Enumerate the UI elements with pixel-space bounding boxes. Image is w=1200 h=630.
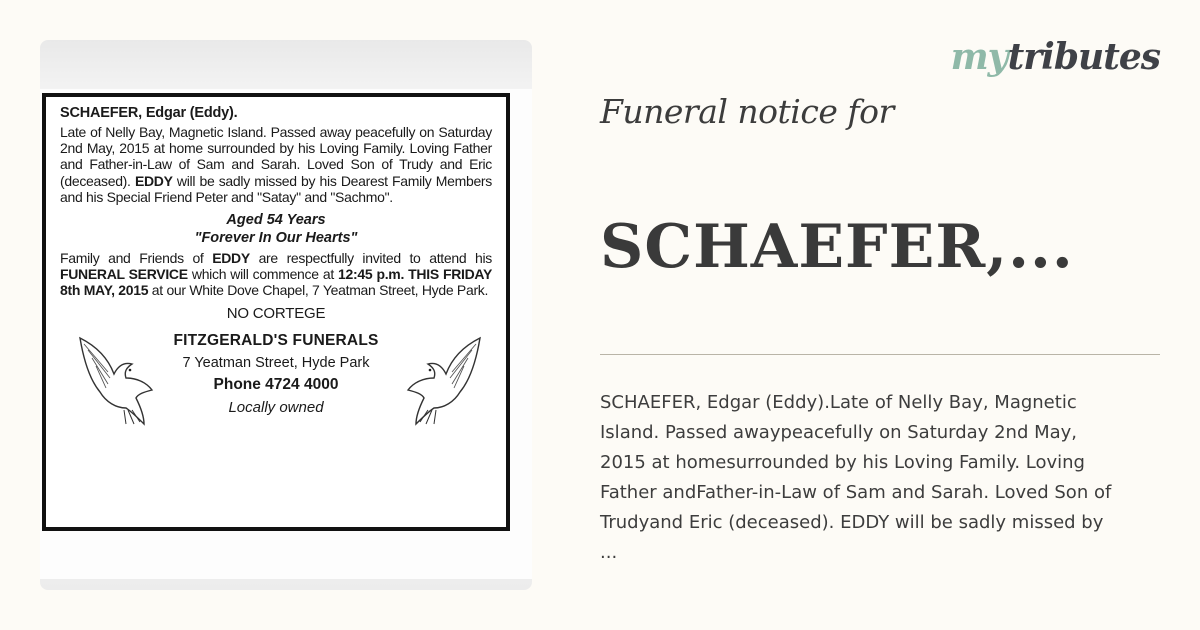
notice-bold-text: 12:45 p.m. THIS FRIDAY 8th MAY, 2015 — [60, 266, 493, 299]
notice-excerpt — [600, 388, 1190, 568]
funeral-notice — [42, 93, 510, 531]
notice-bold-text: FUNERAL SERVICE — [60, 266, 188, 283]
notice-heading: SCHAEFER, Edgar (Eddy). — [60, 105, 238, 121]
notice-text: are respectfully invited to attend his — [249, 250, 492, 267]
excerpt-line: 2015 at homesurrounded by his Loving Family. Loving — [600, 452, 1085, 473]
excerpt-line: Trudyand Eric (deceased). EDDY will be sadly missed by — [600, 512, 1104, 533]
notice-age: Aged 54 Years — [226, 212, 326, 229]
notice-paragraph-1 — [60, 124, 492, 205]
dove-icon — [402, 332, 482, 427]
notice-motto: "Forever In Our Hearts" — [194, 230, 358, 247]
funeral-director-address: 7 Yeatman Street, Hyde Park — [182, 354, 370, 371]
page-subtitle: Funeral notice for — [600, 92, 894, 131]
notice-bold-text: EDDY — [134, 172, 173, 189]
mytributes-logo[interactable] — [951, 36, 1160, 78]
notice-bold-text: EDDY — [212, 250, 250, 267]
logo-part-tributes: tributes — [1007, 36, 1160, 78]
funeral-director-tagline: Locally owned — [228, 398, 324, 416]
notice-text: will be sadly missed by his Dearest Family Members and his Special Friend Peter and "Satay" and "Sachmo". — [60, 172, 492, 205]
excerpt-line: Island. Passed awaypeacefully on Saturday 2nd May, — [600, 422, 1078, 443]
funeral-director-phone: Phone 4724 4000 — [213, 375, 339, 393]
notice-paragraph-2 — [60, 250, 492, 299]
funeral-director-name: FITZGERALD'S FUNERALS — [173, 331, 379, 349]
page-title: SCHAEFER,... — [600, 212, 1074, 282]
excerpt-line: SCHAEFER, Edgar (Eddy).Late of Nelly Bay, Magnetic — [600, 392, 1077, 413]
funeral-director-block — [60, 332, 492, 442]
notice-image-card — [40, 40, 532, 590]
newspaper-clipping — [40, 89, 532, 579]
excerpt-line: ... — [600, 542, 618, 563]
divider — [600, 354, 1160, 355]
excerpt-line: Father andFather-in-Law of Sam and Sarah. Loved Son of — [600, 482, 1112, 503]
logo-part-my: my — [950, 36, 1008, 78]
notice-text: which will commence at — [187, 266, 339, 283]
notice-text: Family and Friends of — [60, 250, 213, 267]
notice-text: Late of Nelly Bay, Magnetic Island. Passed away peacefully on Saturday 2nd May, 2015 at home surrounded by his Loving Family. Loving Father and Father-in-Law of Sam and Sarah. Loved Son of Trudy and Eric (deceased). — [60, 124, 492, 189]
notice-text: at our White Dove Chapel, 7 Yeatman Street, Hyde Park. — [148, 282, 489, 299]
notice-cortege: NO CORTEGE — [226, 304, 326, 322]
